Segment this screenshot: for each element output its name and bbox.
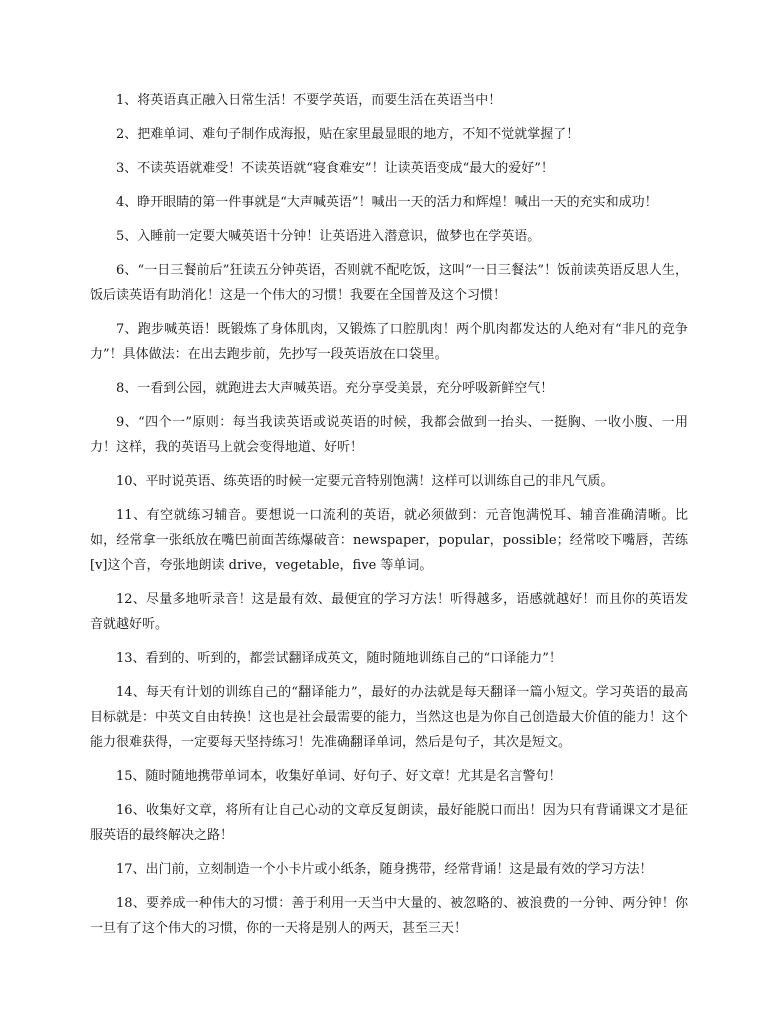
- paragraph-17: 17、出门前，立刻制造一个小卡片或小纸条，随身携带，经常背诵！这是最有效的学习方法！: [116, 862, 653, 877]
- paragraph-9: 9、“四个一”原则：每当我读英语或说英语的时候，我都会做到一抬头、一挺胸、一收小腹、一用力！这样，我的英语马上就会变得地道、好听！: [90, 415, 688, 455]
- paragraph-4: 4、睁开眼睛的第一件事就是“大声喊英语”！喊出一天的活力和辉煌！喊出一天的充实和成功！: [116, 195, 658, 210]
- paragraph-5: 5、入睡前一定要大喊英语十分钟！让英语进入潜意识，做梦也在学英语。: [116, 229, 541, 244]
- paragraph-8: 8、一看到公园，就跑进去大声喊英语。充分享受美景，充分呼吸新鲜空气！: [116, 381, 554, 396]
- document-body: [90, 88, 688, 950]
- paragraph-14: 14、每天有计划的训练自己的“翻译能力”，最好的办法就是每天翻译一篇小短文。学习英语的最高目标就是：中英文自由转换！这也是社会最需要的能力，当然这也是为你自己创造最大价值的能力！这个能力很难获得，一定要每天坚持练习！先准确翻译单词，然后是句子，其次是短文。: [90, 685, 689, 750]
- paragraph-15: 15、随时随地携带单词本，收集好单词、好句子、好文章！尤其是名言警句！: [116, 769, 562, 784]
- paragraph-2: 2、把难单词、难句子制作成海报，贴在家里最显眼的地方，不知不觉就掌握了！: [116, 127, 580, 142]
- paragraph-12: 12、尽量多地听录音！这是最有效、最便宜的学习方法！听得越多，语感就越好！而且你的英语发音就越好听。: [90, 592, 688, 632]
- paragraph-7: 7、跑步喊英语！既锻炼了身体肌肉，又锻炼了口腔肌肉！两个肌肉都发达的人绝对有“非凡的竞争力”！具体做法：在出去跑步前，先抄写一段英语放在口袋里。: [90, 322, 688, 362]
- paragraph-16: 16、收集好文章，将所有让自己心动的文章反复朗读，最好能脱口而出！因为只有背诵课文才是征服英语的最终解决之路！: [90, 803, 688, 843]
- paragraph-11: 11、有空就练习辅音。要想说一口流利的英语，就必须做到：元音饱满悦耳、辅音准确清晰。比如，经常拿一张纸放在嘴巴前面苦练爆破音：newspaper，popular，possible；经常咬下嘴唇，苦练[v]这个音，夸张地朗读 drive，vegetable，five 等单词。: [90, 508, 688, 573]
- paragraph-10: 10、平时说英语、练英语的时候一定要元音特别饱满！这样可以训练自己的非凡气质。: [116, 474, 614, 489]
- paragraph-18: 18、要养成一种伟大的习惯：善于利用一天当中大量的、被忽略的、被浪费的一分钟、两分钟！你一旦有了这个伟大的习惯，你的一天将是别人的两天，甚至三天！: [90, 896, 688, 936]
- paragraph-6: 6、“一日三餐前后”狂读五分钟英语，否则就不配吃饭，这叫“一日三餐法”！饭前读英语反思人生，饭后读英语有助消化！这是一个伟大的习惯！我要在全国普及这个习惯！: [90, 263, 688, 303]
- paragraph-3: 3、不读英语就难受！不读英语就“寝食难安”！让读英语变成“最大的爱好”！: [116, 161, 554, 176]
- paragraph-13: 13、看到的、听到的，都尝试翻译成英文，随时随地训练自己的“口译能力”！: [116, 651, 562, 666]
- paragraph-1: 1、将英语真正融入日常生活！不要学英语，而要生活在英语当中！: [116, 93, 502, 108]
